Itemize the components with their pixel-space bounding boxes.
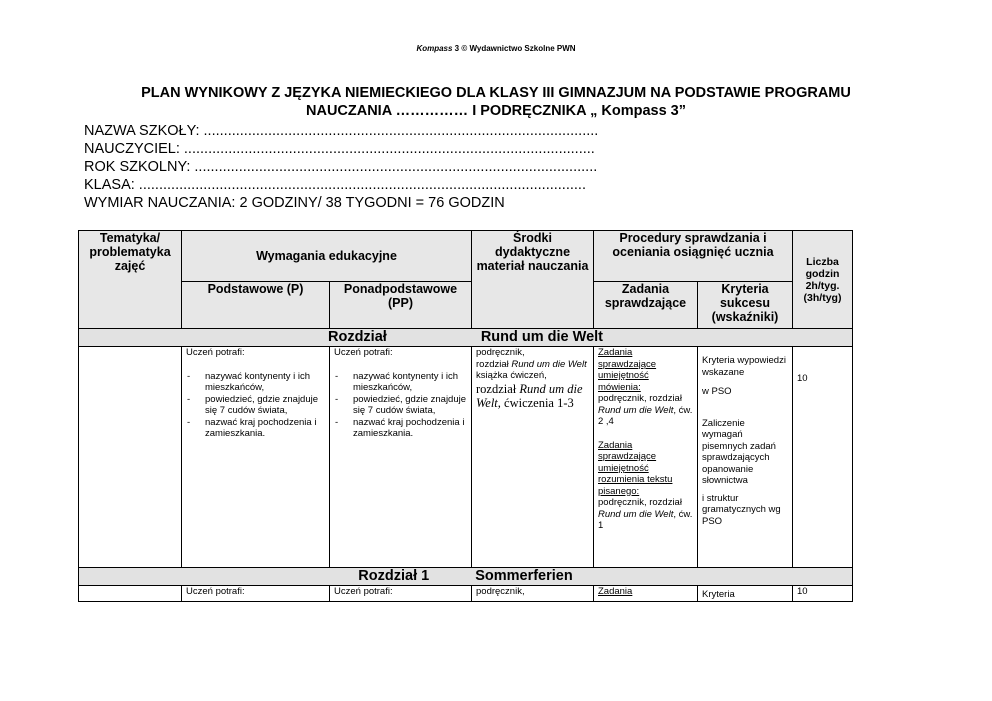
class-field: KLASA: ............................................................................................................... xyxy=(84,177,586,193)
chapter-label: Rozdział xyxy=(328,329,387,345)
header-tasks: Zadania sprawdzające xyxy=(594,282,698,329)
header-topic: Tematyka/ problematyka zajęć xyxy=(79,231,182,329)
advanced-cell xyxy=(330,347,472,568)
means-cell xyxy=(472,347,594,568)
hours-value: 10 xyxy=(797,373,808,384)
list-item: - powiedzieć, gdzie znajduje się 7 cudów świata, xyxy=(334,394,467,417)
book-name: Kompass xyxy=(416,44,453,53)
topic-cell xyxy=(79,347,182,568)
chapter-name: Rund um die Welt xyxy=(480,329,603,345)
table-row xyxy=(79,347,853,568)
list-item: - powiedzieć, gdzie znajduje się 7 cudów świata, xyxy=(186,394,325,417)
means-text: rozdział Rund um die Welt xyxy=(476,358,587,370)
publisher: 3 © Wydawnictwo Szkolne PWN xyxy=(452,44,576,53)
teacher-field: NAUCZYCIEL: ...................................................................................................... xyxy=(84,141,595,157)
criteria-text: w PSO xyxy=(702,386,732,397)
list-item: - nazywać kontynenty i ich mieszkańców, xyxy=(186,371,325,394)
chapter-row-1 xyxy=(79,329,853,347)
plan-table xyxy=(78,230,853,602)
means-text: rozdział Rund um die Welt, ćwiczenia 1-3 xyxy=(476,381,583,410)
header-basic: Podstawowe (P) xyxy=(182,282,330,329)
criteria-cell xyxy=(698,347,793,568)
header-advanced: Ponadpodstawowe (PP) xyxy=(330,282,472,329)
hours-cell xyxy=(793,347,853,568)
list-item: - nazywać kontynenty i ich mieszkańców, xyxy=(334,371,467,394)
chapter-label: Rozdział 1 xyxy=(358,568,430,584)
teaching-hours-field: WYMIAR NAUCZANIA: 2 GODZINY/ 38 TYGODNI = 76 GODZIN xyxy=(84,195,505,211)
tasks-cell: Zadania xyxy=(594,586,698,602)
criteria-text: i struktur gramatycznych wg PSO xyxy=(702,492,781,527)
list-item: - nazwać kraj pochodzenia i zamieszkania. xyxy=(186,417,325,440)
form-fields xyxy=(84,122,598,212)
criteria-cell: Kryteria xyxy=(698,586,793,602)
document-title xyxy=(60,84,932,120)
school-year-field: ROK SZKOLNY: .................................................................................................... xyxy=(84,159,598,175)
criteria-text: Kryteria wypowiedzi wskazane xyxy=(702,355,786,378)
table-row xyxy=(79,586,853,602)
hours-cell: 10 xyxy=(793,586,853,602)
header-criteria: Kryteria sukcesu (wskaźniki) xyxy=(698,282,793,329)
title-line-2: NAUCZANIA …………… I PODRĘCZNIKA „ Kompass 3” xyxy=(306,103,686,119)
tasks-cell xyxy=(594,347,698,568)
header-requirements: Wymagania edukacyjne xyxy=(182,231,472,282)
school-name-field: NAZWA SZKOŁY: .................................................................................................. xyxy=(84,123,599,139)
list-item: - nazwać kraj pochodzenia i zamieszkania. xyxy=(334,417,467,440)
header-means: Środki dydaktyczne materiał nauczania xyxy=(472,231,594,329)
tasks-heading: Zadania sprawdzające umiejętność mówienia: xyxy=(598,347,657,393)
tasks-text: podręcznik, rozdział Rund um die Welt, ćw. 1 xyxy=(598,497,693,531)
basic-cell xyxy=(182,347,330,568)
header-hours: Liczba godzin 2h/tyg. (3h/tyg) xyxy=(793,231,853,329)
tasks-heading: Zadania sprawdzające umiejętność rozumienia tekstu pisanego: xyxy=(598,439,673,497)
header-procedures: Procedury sprawdzania i oceniania osiągnięć ucznia xyxy=(594,231,793,282)
basic-cell: Uczeń potrafi: xyxy=(182,586,330,602)
page-header xyxy=(0,44,992,53)
means-text: książka ćwiczeń, xyxy=(476,370,547,381)
title-line-1: PLAN WYNIKOWY Z JĘZYKA NIEMIECKIEGO DLA KLASY III GIMNAZJUM NA PODSTAWIE PROGRAMU xyxy=(141,85,851,101)
criteria-text: Zaliczenie wymagań pisemnych zadań sprawdzających opanowanie słownictwa xyxy=(702,417,776,486)
chapter-row-2 xyxy=(79,568,853,586)
chapter-name: Sommerferien xyxy=(475,568,573,584)
means-cell: podręcznik, xyxy=(472,586,594,602)
topic-cell xyxy=(79,586,182,602)
basic-intro: Uczeń potrafi: xyxy=(186,347,245,358)
advanced-cell: Uczeń potrafi: xyxy=(330,586,472,602)
advanced-intro: Uczeń potrafi: xyxy=(334,347,393,358)
means-text: podręcznik, xyxy=(476,347,525,358)
tasks-text: podręcznik, rozdział Rund um die Welt, ćw. 2 ,4 xyxy=(598,393,693,427)
